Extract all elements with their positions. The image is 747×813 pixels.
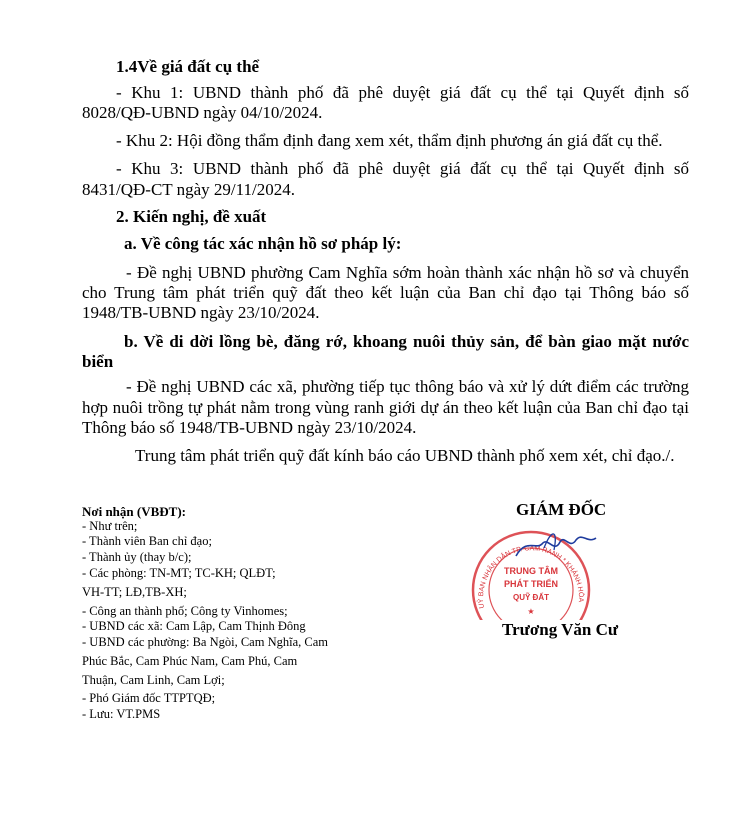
- recipient-line: VH-TT; LĐ,TB-XH;: [82, 585, 187, 599]
- section-a-para-line-2: cho Trung tâm phát triển quỹ đất theo kết luận của Ban chỉ đạo tại Thông báo số: [82, 283, 689, 302]
- section-b-heading-line-1: b. Về di dời lồng bè, đăng rớ, khoang nuôi thủy sản, để bàn giao mặt nước: [124, 332, 689, 351]
- recipient-line: - Công an thành phố; Công ty Vinhomes;: [82, 604, 288, 618]
- khu-2-line: - Khu 2: Hội đồng thẩm định đang xem xét, thẩm định phương án giá đất cụ thể.: [116, 131, 663, 150]
- recipient-line: Phúc Bắc, Cam Phúc Nam, Cam Phú, Cam: [82, 654, 298, 668]
- section-b-para-line-2: hợp nuôi trồng tự phát nằm trong vùng ranh giới dự án theo kết luận của Ban chỉ đạo tại: [82, 398, 689, 417]
- seal-line: QUỸ ĐẤT: [513, 593, 549, 602]
- section-a-para-line-3: 1948/TB-UBND ngày 23/10/2024.: [82, 303, 320, 322]
- official-seal: [456, 520, 606, 620]
- recipient-line: - UBND các phường: Ba Ngòi, Cam Nghĩa, Cam: [82, 635, 328, 649]
- seal-line: PHÁT TRIỂN: [504, 579, 558, 589]
- section-b-para-line-3: Thông báo số 1948/TB-UBND ngày 23/10/2024.: [82, 418, 417, 437]
- recipients-title: Nơi nhận (VBĐT):: [82, 504, 186, 519]
- section-a-heading: a. Về công tác xác nhận hồ sơ pháp lý:: [124, 234, 402, 253]
- section-1-4-heading: 1.4Về giá đất cụ thể: [116, 57, 260, 76]
- section-2-heading: 2. Kiến nghị, đề xuất: [116, 207, 267, 226]
- section-a-para-line-1: - Đề nghị UBND phường Cam Nghĩa sớm hoàn thành xác nhận hồ sơ và chuyển: [126, 263, 689, 282]
- recipient-line: - Thành viên Ban chỉ đạo;: [82, 534, 212, 548]
- recipient-line: - Lưu: VT.PMS: [82, 707, 161, 721]
- recipient-line: - Thành ủy (thay b/c);: [82, 550, 192, 564]
- section-b-heading-line-2: biển: [82, 352, 114, 371]
- seal-line: TRUNG TÂM: [504, 566, 558, 576]
- closing-sentence: Trung tâm phát triển quỹ đất kính báo cáo UBND thành phố xem xét, chỉ đạo./.: [135, 446, 675, 465]
- seal-ring-text: UỶ BAN NHÂN DÂN TP. CAM RANH * KHÁNH HÒA: [477, 545, 585, 609]
- recipient-line: - UBND các xã: Cam Lập, Cam Thịnh Đông: [82, 619, 306, 633]
- khu-3-line-1: - Khu 3: UBND thành phố đã phê duyệt giá đất cụ thể tại Quyết định số: [116, 159, 689, 178]
- signer-name: Trương Văn Cư: [502, 620, 619, 639]
- seal-star-icon: ★: [527, 607, 535, 616]
- recipient-line: - Các phòng: TN-MT; TC-KH; QLĐT;: [82, 566, 276, 580]
- khu-3-line-2: 8431/QĐ-CT ngày 29/11/2024.: [82, 180, 295, 199]
- signer-title: GIÁM ĐỐC: [516, 500, 607, 519]
- recipient-line: - Phó Giám đốc TTPTQĐ;: [82, 691, 216, 705]
- khu-1-line-2: 8028/QĐ-UBND ngày 04/10/2024.: [82, 103, 323, 122]
- recipient-line: Thuận, Cam Linh, Cam Lợi;: [82, 673, 225, 687]
- section-b-para-line-1: - Đề nghị UBND các xã, phường tiếp tục thông báo và xử lý dứt điểm các trường: [126, 377, 689, 396]
- recipient-line: - Như trên;: [82, 519, 138, 533]
- khu-1-line-1: - Khu 1: UBND thành phố đã phê duyệt giá đất cụ thể tại Quyết định số: [116, 83, 689, 102]
